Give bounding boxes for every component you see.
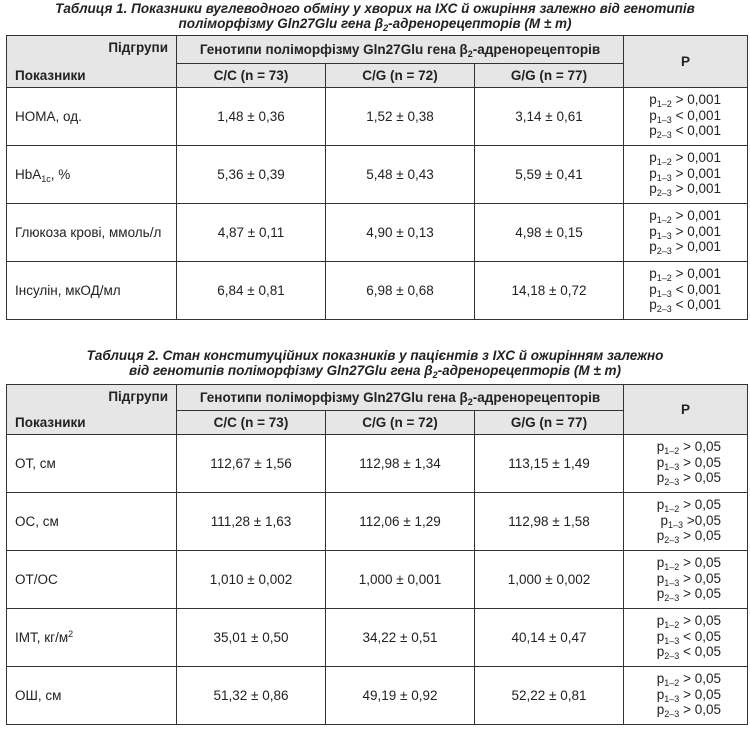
p-value-cell: [624, 551, 748, 609]
p-value-line: [624, 556, 721, 572]
row-label: [7, 667, 177, 725]
p-subscript: 1–3: [656, 230, 672, 241]
p-subscript: 1–3: [664, 693, 680, 704]
column-header-cg: С/G (n = 72): [326, 64, 475, 88]
p-value-line: [624, 630, 721, 646]
table2-caption-line1: Таблиця 2. Стан конституційних показників у пацієнтів з ІХС й ожирінням залежно: [86, 348, 664, 363]
p-symbol: p: [656, 470, 665, 486]
value-cell: 34,22 ± 0,51: [326, 609, 475, 667]
p-value-line: [624, 93, 721, 109]
row-label: [7, 204, 177, 262]
p-comparison: > 0,001: [671, 223, 721, 239]
value-cell: 49,19 ± 0,92: [326, 667, 475, 725]
subgroups-label: Підгрупи: [108, 389, 168, 404]
p-subscript: 1–2: [656, 215, 672, 226]
p-value-cell: [624, 435, 748, 493]
caption-text: від генотипів поліморфізму Gln27Glu гена β: [128, 363, 433, 378]
row-label-text: ОС, см: [15, 514, 59, 529]
table-row: [7, 262, 748, 320]
p-value-line: [624, 529, 721, 545]
value-cell: 4,87 ± 0,11: [177, 204, 326, 262]
value-cell: 113,15 ± 1,49: [475, 435, 624, 493]
genotypes-group-header: [177, 385, 624, 411]
p-comparison: > 0,001: [671, 165, 721, 181]
p-symbol: p: [649, 123, 657, 139]
column-header-cc: С/С (n = 73): [177, 64, 326, 88]
p-symbol: p: [656, 439, 665, 455]
row-label-text: ОШ, см: [15, 688, 62, 703]
p-comparison: < 0,001: [671, 281, 721, 297]
table-row: [7, 204, 748, 262]
table1-caption-line1: Таблиця 1. Показники вуглеводного обміну у хворих на ІХС й ожиріння залежно від генотипів: [55, 1, 695, 16]
p-subscript: 1–3: [668, 519, 684, 530]
p-symbol: p: [649, 181, 657, 197]
value-cell: 112,98 ± 1,34: [326, 435, 475, 493]
p-symbol: p: [656, 644, 665, 660]
table-row: [7, 88, 748, 146]
p-value-line: [624, 182, 721, 198]
p-comparison: > 0,05: [679, 570, 721, 586]
p-value-line: [624, 456, 721, 472]
p-subscript: 1–2: [664, 620, 680, 631]
p-symbol: p: [649, 165, 657, 181]
p-subscript: 1–2: [656, 99, 672, 110]
value-cell: 1,010 ± 0,002: [177, 551, 326, 609]
p-comparison: > 0,05: [679, 528, 721, 544]
p-value-line: [624, 167, 721, 183]
table2-caption: [0, 348, 750, 380]
p-comparison: > 0,001: [671, 239, 721, 255]
p-value-line: [624, 672, 721, 688]
table1-caption-line2: [0, 16, 750, 33]
column-header-gg: G/G (n = 77): [475, 64, 624, 88]
row-label-subscript: 1c: [41, 174, 51, 184]
value-cell: 40,14 ± 0,47: [475, 609, 624, 667]
value-cell: 1,000 ± 0,002: [475, 551, 624, 609]
p-value-line: [624, 471, 721, 487]
value-cell: 1,52 ± 0,38: [326, 88, 475, 146]
row-label-text: НОМА, од.: [15, 109, 82, 124]
value-cell: 1,000 ± 0,001: [326, 551, 475, 609]
value-cell: 112,06 ± 1,29: [326, 493, 475, 551]
p-comparison: > 0,001: [671, 92, 721, 108]
p-value-line: [624, 514, 721, 530]
p-symbol: p: [656, 613, 665, 629]
p-symbol: p: [656, 570, 665, 586]
p-value-cell: [624, 609, 748, 667]
p-comparison: < 0,001: [671, 297, 721, 313]
table-row: [7, 493, 748, 551]
p-value-cell: [624, 88, 748, 146]
p-subscript: 2–3: [656, 246, 672, 257]
p-value-line: [624, 703, 721, 719]
table2-body: [7, 435, 748, 725]
p-comparison: > 0,05: [679, 586, 721, 602]
row-label-text: ОТ/ОС: [15, 572, 58, 587]
table2: [6, 384, 748, 725]
table1-body: [7, 88, 748, 320]
table-row: [7, 146, 748, 204]
value-cell: 4,90 ± 0,13: [326, 204, 475, 262]
p-value-line: [624, 124, 721, 140]
p-comparison: > 0,001: [671, 150, 721, 166]
p-comparison: < 0,05: [679, 644, 721, 660]
p-subscript: 1–3: [664, 635, 680, 646]
p-value-line: [624, 498, 721, 514]
p-symbol: p: [656, 497, 665, 513]
group-header-text: -адренорецепторів: [472, 42, 601, 57]
p-symbol: p: [656, 528, 665, 544]
p-subscript: 2–3: [664, 593, 680, 604]
value-cell: 5,48 ± 0,43: [326, 146, 475, 204]
table1-caption: [0, 1, 750, 33]
row-label-text: , %: [50, 167, 71, 182]
p-value-cell: [624, 146, 748, 204]
p-subscript: 1–2: [664, 446, 680, 457]
p-symbol: p: [656, 454, 665, 470]
p-comparison: > 0,05: [679, 613, 721, 629]
p-header: P: [624, 385, 748, 435]
p-subscript: 2–3: [656, 188, 672, 199]
value-cell: 111,28 ± 1,63: [177, 493, 326, 551]
caption-text: -адренорецепторів (M ± m): [437, 363, 621, 378]
row-label: [7, 262, 177, 320]
row-label-text: Глюкоза крові, ммоль/л: [15, 225, 162, 240]
p-symbol: p: [649, 266, 657, 282]
row-label-text: Інсулін, мкОД/мл: [15, 283, 121, 298]
column-header-cc: С/С (n = 73): [177, 411, 326, 435]
value-cell: 52,22 ± 0,81: [475, 667, 624, 725]
p-comparison: > 0,001: [671, 266, 721, 282]
column-header-gg: G/G (n = 77): [475, 411, 624, 435]
subgroups-label: Підгрупи: [108, 40, 168, 55]
p-subscript: 2–3: [656, 304, 672, 315]
p-subscript: 1–3: [656, 114, 672, 125]
p-comparison: > 0,001: [671, 181, 721, 197]
p-subscript: 1–2: [656, 273, 672, 284]
p-value-line: [624, 151, 721, 167]
p-header: P: [624, 36, 748, 88]
table2-corner-header: [7, 385, 177, 435]
caption-subscript: 2: [383, 23, 389, 33]
column-header-cg: С/G (n = 72): [326, 411, 475, 435]
table-row: [7, 435, 748, 493]
row-label: [7, 146, 177, 204]
value-cell: 1,48 ± 0,36: [177, 88, 326, 146]
indicators-label: Показники: [15, 68, 86, 83]
p-value-cell: [624, 262, 748, 320]
p-symbol: p: [649, 239, 657, 255]
row-label: [7, 493, 177, 551]
p-subscript: 2–3: [664, 709, 680, 720]
table-row: [7, 609, 748, 667]
value-cell: 51,32 ± 0,86: [177, 667, 326, 725]
p-symbol: p: [649, 208, 657, 224]
p-value-line: [624, 440, 721, 456]
value-cell: 6,98 ± 0,68: [326, 262, 475, 320]
p-comparison: > 0,05: [679, 470, 721, 486]
group-header-text: -адренорецепторів: [472, 390, 601, 405]
p-symbol: p: [649, 223, 657, 239]
caption-subscript: 2: [432, 370, 438, 380]
p-subscript: 1–2: [664, 504, 680, 515]
p-subscript: 1–3: [664, 577, 680, 588]
p-subscript: 2–3: [664, 651, 680, 662]
p-symbol: p: [649, 297, 657, 313]
p-value-line: [624, 225, 721, 241]
p-subscript: 2–3: [664, 535, 680, 546]
p-comparison: > 0,05: [679, 686, 721, 702]
p-symbol: p: [649, 150, 657, 166]
p-symbol: p: [656, 671, 665, 687]
p-comparison: > 0,05: [679, 454, 721, 470]
p-value-cell: [624, 204, 748, 262]
p-comparison: > 0,05: [679, 671, 721, 687]
row-label-text: HbA: [15, 167, 42, 182]
caption-text: поліморфізму Gln27Glu гена β: [178, 16, 384, 31]
value-cell: 6,84 ± 0,81: [177, 262, 326, 320]
row-label: [7, 551, 177, 609]
group-header-text: Генотипи поліморфізму Gln27Glu гена β: [199, 42, 468, 57]
p-symbol: p: [660, 512, 669, 528]
table-row: [7, 667, 748, 725]
p-comparison: < 0,05: [679, 628, 721, 644]
caption-text: -адренорецепторів (M ± m): [388, 16, 572, 31]
p-subscript: 1–2: [664, 562, 680, 573]
table2-caption-line2: [0, 363, 750, 380]
p-value-cell: [624, 493, 748, 551]
p-subscript: 1–2: [656, 157, 672, 168]
row-label: [7, 435, 177, 493]
value-cell: 4,98 ± 0,15: [475, 204, 624, 262]
p-symbol: p: [649, 92, 657, 108]
value-cell: 5,36 ± 0,39: [177, 146, 326, 204]
table1-corner-header: [7, 36, 177, 88]
p-comparison: > 0,05: [679, 555, 721, 571]
p-value-line: [624, 572, 721, 588]
p-subscript: 1–3: [656, 288, 672, 299]
p-symbol: p: [656, 586, 665, 602]
indicators-label: Показники: [15, 415, 86, 430]
p-comparison: > 0,05: [679, 497, 721, 513]
value-cell: 14,18 ± 0,72: [475, 262, 624, 320]
p-value-line: [624, 283, 721, 299]
group-header-subscript: 2: [467, 49, 473, 59]
p-value-line: [624, 209, 721, 225]
p-value-line: [624, 645, 721, 661]
p-value-line: [624, 240, 721, 256]
p-symbol: p: [649, 281, 657, 297]
p-comparison: > 0,001: [671, 208, 721, 224]
value-cell: 3,14 ± 0,61: [475, 88, 624, 146]
p-value-line: [624, 587, 721, 603]
value-cell: 35,01 ± 0,50: [177, 609, 326, 667]
p-comparison: < 0,001: [671, 107, 721, 123]
row-label: [7, 609, 177, 667]
p-comparison: > 0,05: [679, 439, 721, 455]
p-subscript: 1–3: [664, 461, 680, 472]
group-header-subscript: 2: [467, 397, 473, 407]
p-symbol: p: [656, 555, 665, 571]
p-subscript: 2–3: [656, 130, 672, 141]
row-label-superscript: 2: [68, 629, 74, 639]
p-symbol: p: [656, 702, 665, 718]
p-symbol: p: [656, 628, 665, 644]
table1: [6, 35, 748, 320]
p-value-line: [624, 614, 721, 630]
p-symbol: p: [649, 107, 657, 123]
row-label: [7, 88, 177, 146]
p-value-line: [624, 298, 721, 314]
p-symbol: p: [656, 686, 665, 702]
group-header-text: Генотипи поліморфізму Gln27Glu гена β: [199, 390, 468, 405]
p-value-line: [624, 109, 721, 125]
p-subscript: 2–3: [664, 477, 680, 488]
p-comparison: < 0,001: [671, 123, 721, 139]
p-value-line: [624, 267, 721, 283]
p-subscript: 1–3: [656, 172, 672, 183]
p-value-cell: [624, 667, 748, 725]
p-value-line: [624, 688, 721, 704]
genotypes-group-header: [177, 36, 624, 64]
p-comparison: > 0,05: [679, 702, 721, 718]
row-label-text: ОТ, см: [15, 456, 56, 471]
p-comparison: >0,05: [683, 512, 721, 528]
value-cell: 112,98 ± 1,58: [475, 493, 624, 551]
p-subscript: 1–2: [664, 678, 680, 689]
value-cell: 112,67 ± 1,56: [177, 435, 326, 493]
value-cell: 5,59 ± 0,41: [475, 146, 624, 204]
row-label-text: ІМТ, кг/м: [15, 630, 69, 645]
table-row: [7, 551, 748, 609]
